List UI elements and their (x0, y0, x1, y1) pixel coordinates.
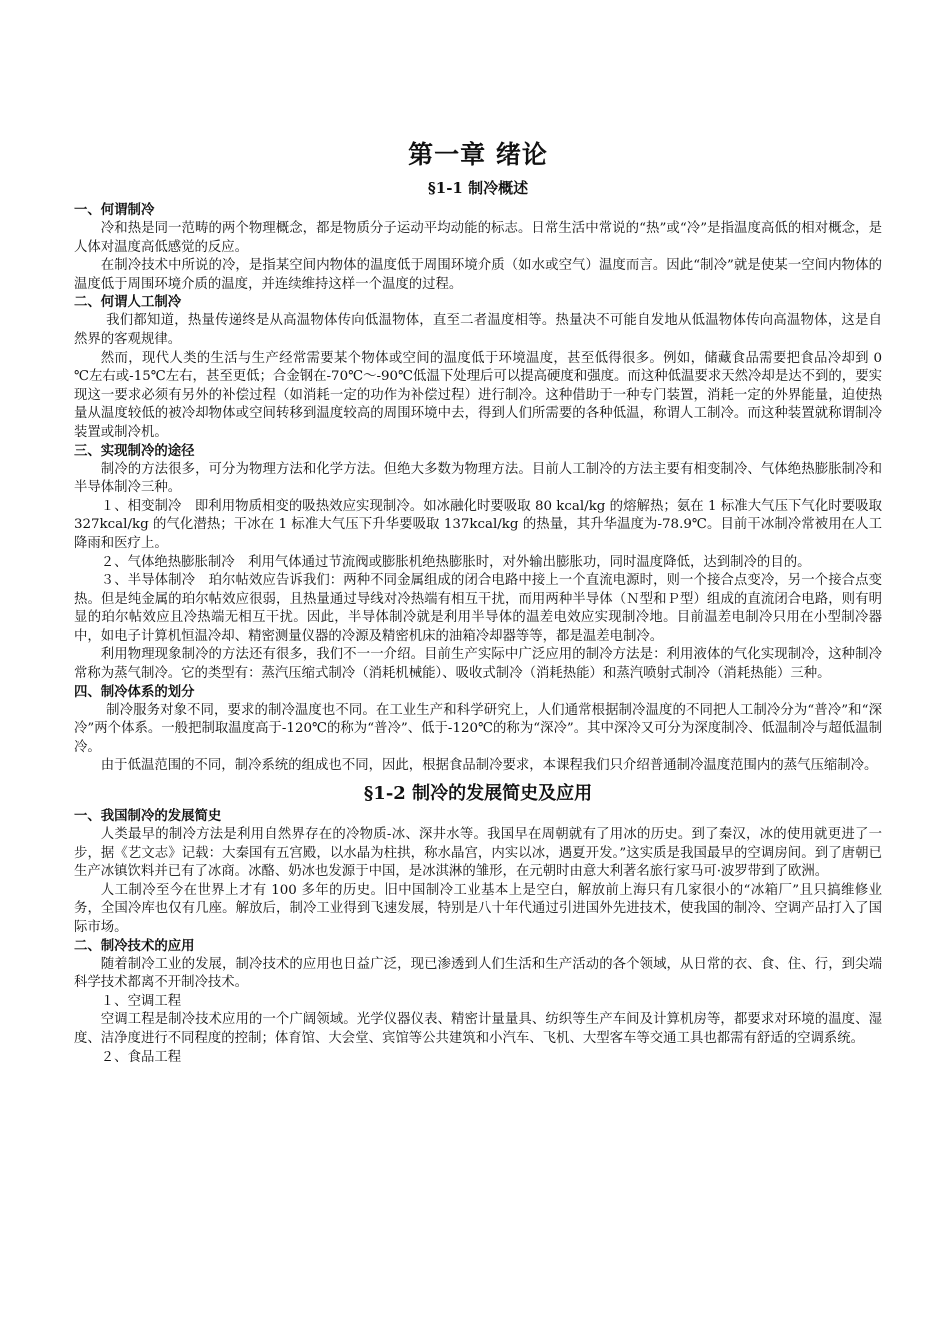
paragraph: 然而，现代人类的生活与生产经常需要某个物体或空间的温度低于环境温度，甚至低得很多。例如，储藏食品需要把食品冷却到 0 ℃左右或-15℃左右，甚至更低；合金钢在-70℃～-90℃低温下处理后可以提高硬度和强度。而这种低温要求天然冷却是达不到的，要实现这一要求必须有另外的补偿过程（如消耗一定的功作为补偿过程）进行制冷。这种借助于一种专门装置，消耗一定的外界能量，迫使热量从温度较低的被冷却物体或空间转移到温度较高的周围环境中去，得到人们所需要的各种低温，称谓人工制冷。而这种装置就称谓制冷装置或制冷机。 (74, 350, 882, 440)
paragraph: 利用物理现象制冷的方法还有很多，我们不一一介绍。目前生产实际中广泛应用的制冷方法是：利用液体的气化实现制冷，这种制冷常称为蒸气制冷。它的类型有：蒸汽压缩式制冷（消耗机械能）、吸收式制冷（消耗热能）和蒸汽喷射式制冷（消耗热能）三种。 (74, 647, 882, 682)
paragraph: 我们都知道，热量传递终是从高温物体传向低温物体，直至二者温度相等。热量决不可能自发地从低温物体传向高温物体，这是自然界的客观规律。 (74, 313, 882, 347)
paragraph: 空调工程是制冷技术应用的一个广阔领域。光学仪器仪表、精密计量量具、纺织等生产车间及计算机房等，都要求对环境的温度、湿度、洁净度进行不同程度的控制；体育馆、大会堂、宾馆等公共建筑和小汽车、飞机、大型客车等交通工具也都需有舒适的空调系统。 (74, 1012, 882, 1046)
heading-what-is-refrigeration: 一、何谓制冷 (74, 203, 155, 218)
heading-refrigeration-methods: 三、实现制冷的途径 (74, 443, 195, 459)
section-title-1-1: §1-1 制冷概述 (427, 179, 529, 197)
subheading-air-conditioning: １、空调工程 (100, 993, 182, 1009)
chapter-title: 第一章 绪论 (408, 140, 548, 169)
paragraph: 制冷的方法很多，可分为物理方法和化学方法。但绝大多数为物理方法。目前人工制冷的方法主要有相变制冷、气体绝热膨胀制冷和半导体制冷三种。 (74, 461, 882, 496)
document-page (74, 138, 882, 1067)
heading-artificial-refrigeration: 二、何谓人工制冷 (74, 295, 182, 311)
paragraph: ２、气体绝热膨胀制冷 利用气体通过节流阀或膨胀机绝热膨胀时，对外输出膨胀功，同时温度降低，达到制冷的目的。 (100, 554, 811, 570)
paragraph: 制冷服务对象不同，要求的制冷温度也不同。在工业生产和科学研究上，人们通常根据制冷温度的不同把人工制冷分为“普冷”和“深冷”两个体系。一般把制取温度高于-120℃的称为“普冷”、低于-120℃的称为“深冷”。其中深冷又可分为深度制冷、低温制冷与超低温制冷。 (74, 702, 882, 755)
paragraph: ３、半导体制冷 珀尔帖效应告诉我们：两种不同金属组成的闭合电路中接上一个直流电源时，则一个接合点变冷，另一个接合点变热。但是纯金属的珀尔帖效应很弱，且热量通过导线对冷热端有相互干扰，而用两种半导体（Ｎ型和Ｐ型）组成的直流闭合电路，则有明显的珀尔帖效应且冷热端无相互干扰。因此，半导体制冷就是利用半导体的温差电效应实现制冷地。目前温差电制冷只用在小型制冷器中，如电子计算机恒温冷却、精密测量仪器的冷源及精密机床的油箱冷却器等等，都是温差电制冷。 (74, 573, 882, 644)
paragraph: １、相变制冷 即利用物质相变的吸热效应实现制冷。如冰融化时要吸取 80 kcal/kg 的熔解热；氨在 1 标准大气压下气化时要吸取 327kcal/kg 的气化潜热；干冰在 1 标准大气压下升华要吸取 137kcal/kg 的热量，其升华温度为-78.9℃。目前干冰制冷常被用在人工降雨和医疗上。 (74, 498, 882, 551)
paragraph: 冷和热是同一范畴的两个物理概念，都是物质分子运动平均动能的标志。日常生活中常说的“热”或“冷”是指温度高低的相对概念，是人体对温度高低感觉的反应。 (74, 221, 882, 255)
heading-applications: 二、制冷技术的应用 (74, 938, 195, 954)
subheading-food-engineering: ２、食品工程 (100, 1049, 182, 1065)
heading-history: 一、我国制冷的发展简史 (74, 809, 222, 825)
paragraph: 在制冷技术中所说的冷，是指某空间内物体的温度低于周围环境介质（如水或空气）温度而言。因此“制冷”就是使某一空间内物体的温度低于周围环境介质的温度，并连续维持这样一个温度的过程。 (74, 258, 882, 292)
paragraph: 人类最早的制冷方法是利用自然界存在的冷物质-冰、深井水等。我国早在周朝就有了用冰的历史。到了秦汉，冰的使用就更进了一步，据《艺文志》记载：大秦国有五宫殿，以水晶为柱拱，称水晶宫，内实以冰，遇夏开发。”这实质是我国最早的空调房间。到了唐朝已生产冰镇饮料并已有了冰商。冰酪、奶冰也发源于中国，是冰淇淋的雏形，在元朝时由意大利著名旅行家马可·波罗带到了欧洲。 (74, 827, 882, 880)
paragraph: 人工制冷至今在世界上才有 100 多年的历史。旧中国制冷工业基本上是空白，解放前上海只有几家很小的“冰箱厂”且只搞维修业务，全国冷库也仅有几座。解放后，制冷工业得到飞速发展，特别是八十年代通过引进国外先进技术，使我国的制冷、空调产品打入了国际市场。 (74, 882, 882, 935)
section-title-1-2: §1-2 制冷的发展简史及应用 (363, 783, 593, 805)
heading-refrigeration-systems: 四、制冷体系的划分 (74, 684, 195, 700)
paragraph: 由于低温范围的不同，制冷系统的组成也不同，因此，根据食品制冷要求，本课程我们只介绍普通制冷温度范围内的蒸气压缩制冷。 (100, 758, 878, 774)
paragraph: 随着制冷工业的发展，制冷技术的应用也日益广泛，现已渗透到人们生活和生产活动的各个领域，从日常的衣、食、住、行，到尖端科学技术都离不开制冷技术。 (74, 956, 882, 991)
